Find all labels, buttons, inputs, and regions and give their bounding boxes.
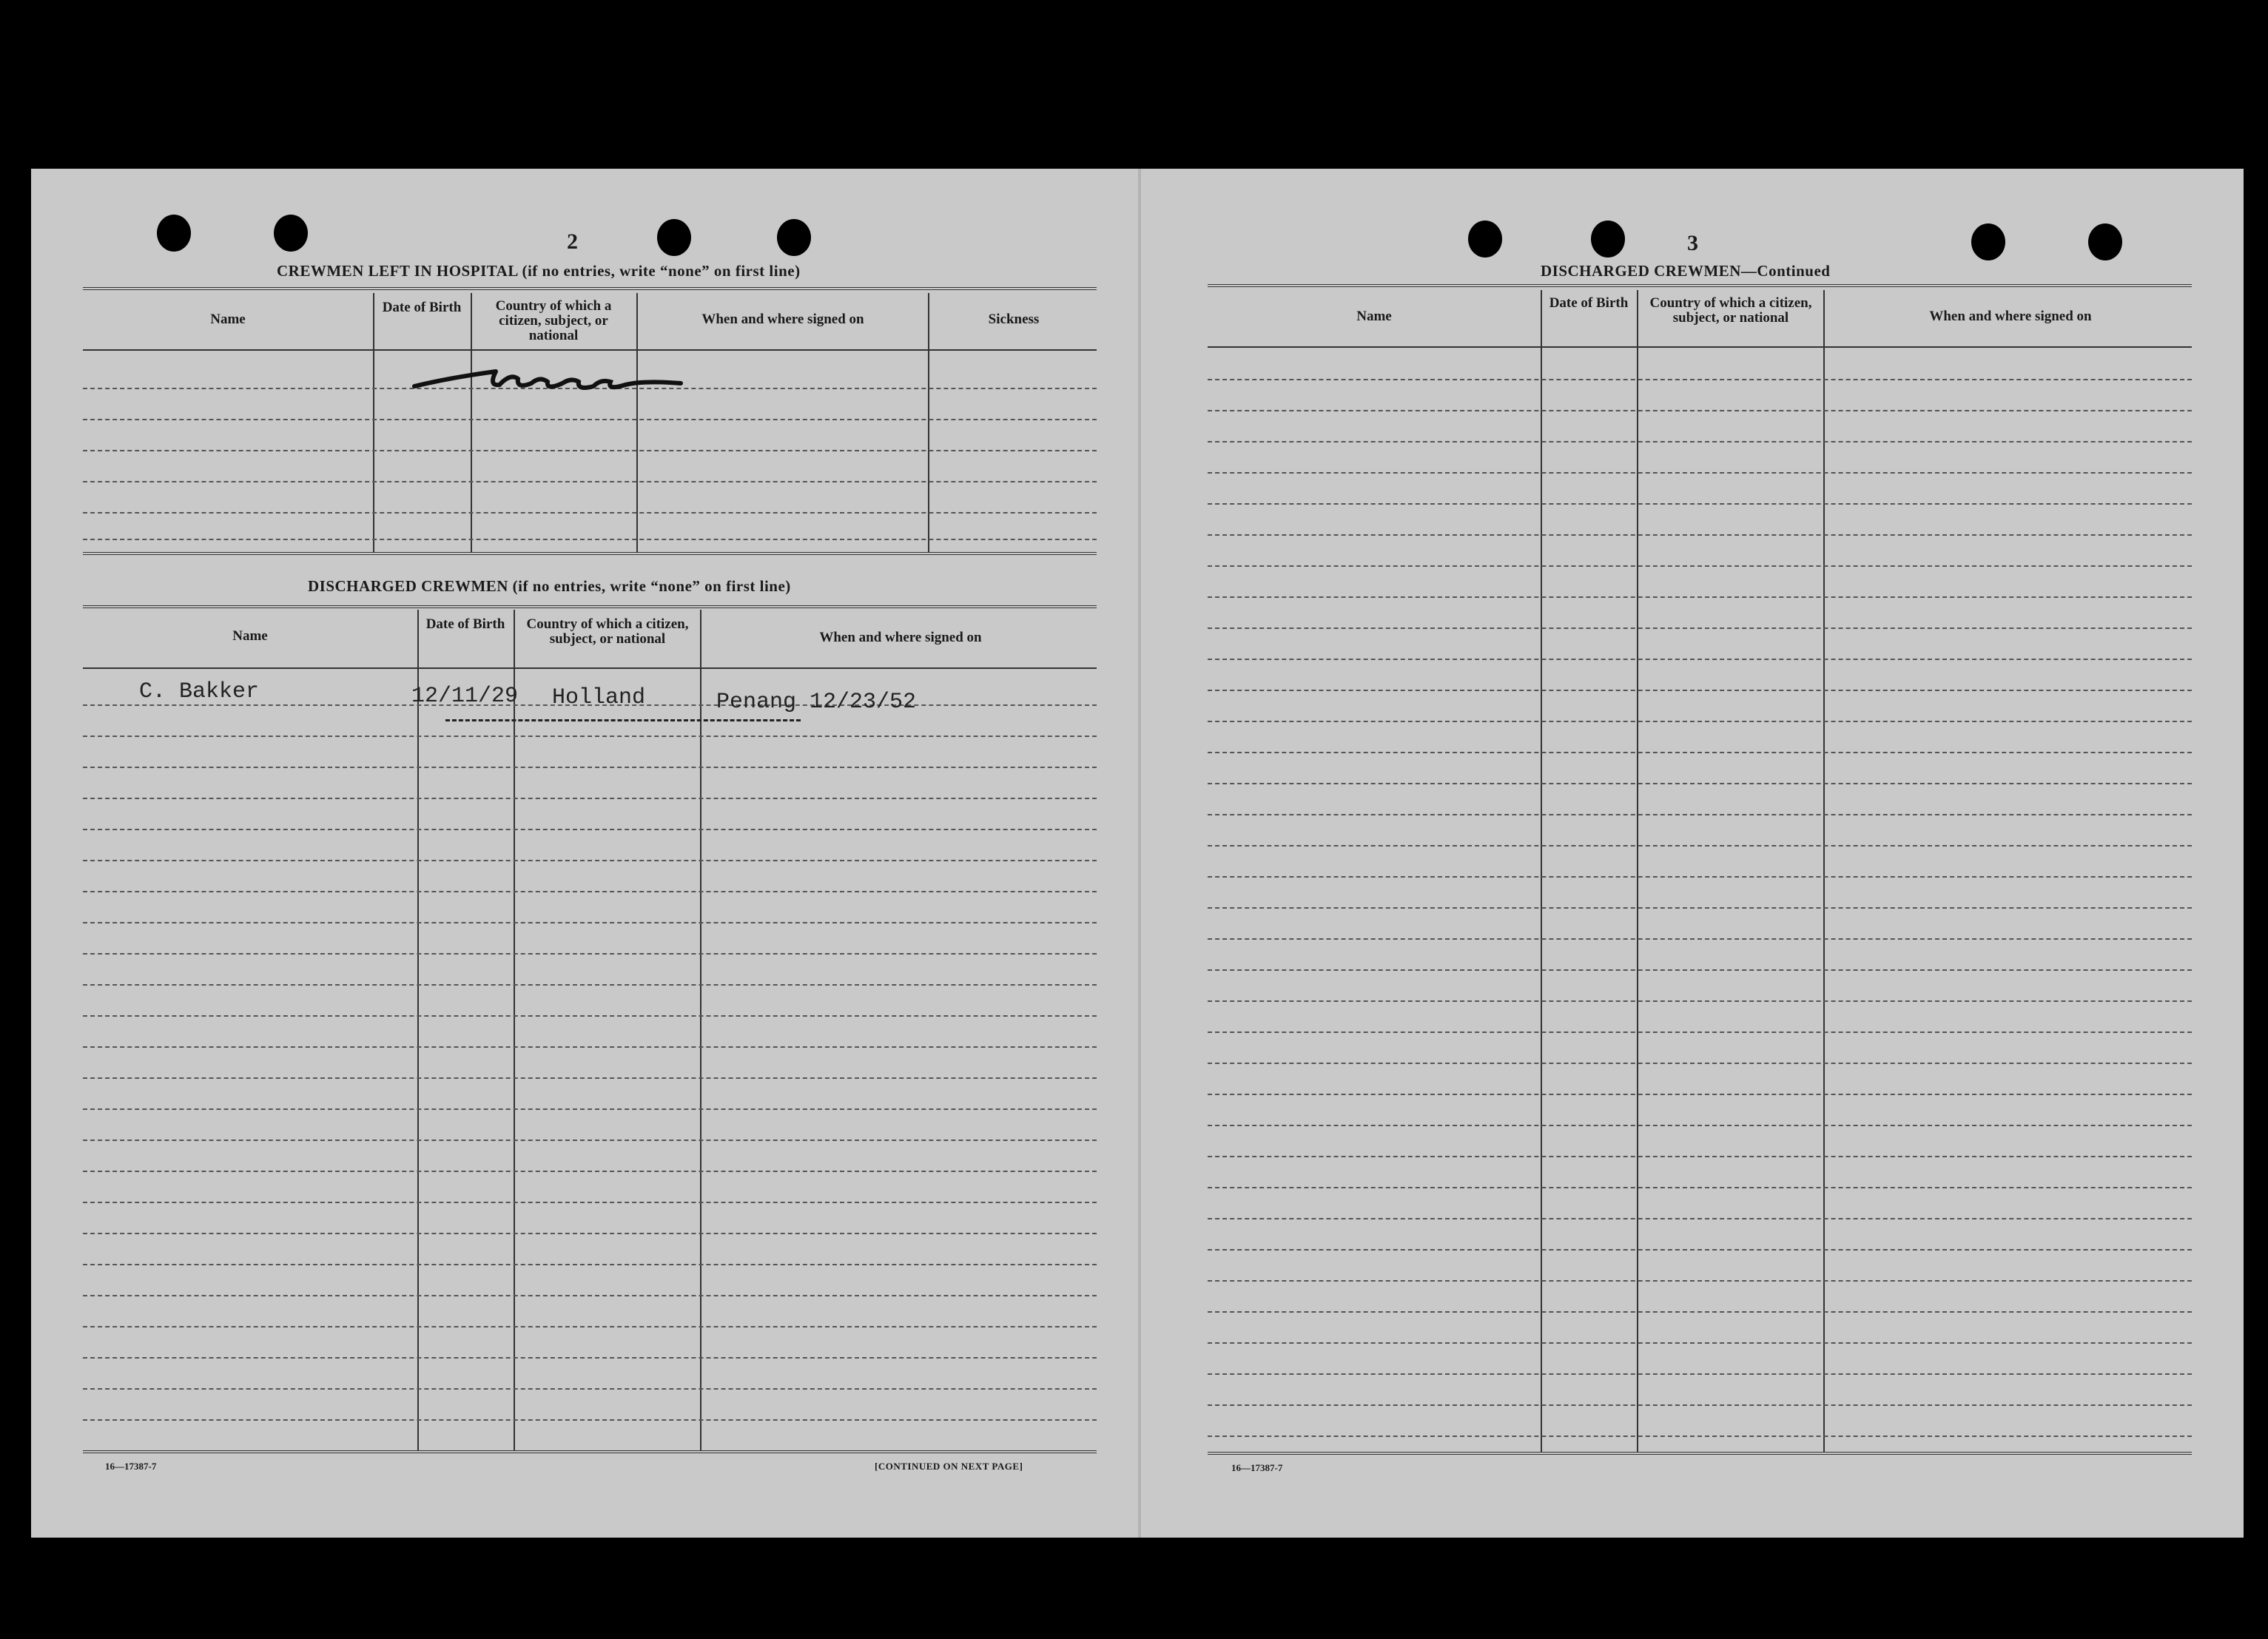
row-line [1208,1125,2192,1126]
row-line [1208,503,2192,505]
row-line [83,736,1097,737]
row-line [83,1326,1097,1327]
row-line [83,450,1097,451]
row-line [1208,379,2192,380]
table-header-rule [1208,346,2192,348]
row-line [1208,534,2192,536]
row-line [1208,596,2192,598]
row-line [83,1233,1097,1234]
row-line [1208,1373,2192,1375]
col-header-sickness: Sickness [988,312,1040,327]
row-line [83,891,1097,892]
row-line [1208,1031,2192,1033]
row-line [83,1015,1097,1017]
row-line [1208,1404,2192,1406]
col-header-dob: Date of Birth [1549,295,1629,311]
row-line [1208,1311,2192,1313]
row-line [83,953,1097,955]
col-header-dob: Date of Birth [425,616,505,632]
punch-hole [2088,223,2122,260]
row-line [1208,1436,2192,1437]
punch-hole [657,219,691,256]
entry-dob: 12/11/29 [411,684,519,709]
col-header-country: Country of which a citizen, subject, or national [1649,295,1812,326]
form-number: 16—17387-7 [1231,1462,1283,1473]
col-header-country: Country of which a citizen, subject, or national [495,298,612,343]
column-divider [1637,290,1638,1452]
page-number: 2 [567,229,578,254]
col-header-name: Name [210,312,246,327]
page-number: 3 [1687,231,1698,255]
discharged-continued-title: DISCHARGED CREWMEN—Continued [1541,262,1831,280]
row-line [83,1108,1097,1110]
row-line [1208,752,2192,753]
row-line [1208,627,2192,629]
ditto-dash-line [445,719,801,721]
column-divider [1823,290,1825,1452]
table-top-rule [83,287,1097,290]
table-bottom-rule [83,1450,1097,1453]
table-top-rule [1208,284,2192,287]
row-line [1208,441,2192,442]
row-line [83,1295,1097,1296]
col-header-name: Name [232,628,268,644]
entry-signed: Penang 12/23/52 [716,690,917,715]
col-header-signed: When and where signed on [701,312,864,327]
row-line [83,860,1097,861]
row-line [83,1202,1097,1203]
row-line [1208,1218,2192,1219]
page-fold [1138,169,1141,1538]
punch-hole [777,219,811,256]
row-line [83,767,1097,768]
row-line [83,539,1097,540]
table-bottom-rule [1208,1452,2192,1455]
punch-hole [157,215,191,252]
row-line [83,1171,1097,1172]
handwritten-none [407,357,688,408]
row-line [83,1264,1097,1265]
table-header-rule [83,667,1097,669]
row-line [83,419,1097,420]
punch-hole [274,215,308,252]
column-divider [1541,290,1542,1452]
col-header-signed: When and where signed on [819,630,982,645]
entry-country: Holland [552,685,646,710]
row-line [1208,907,2192,909]
table-header-rule [83,349,1097,351]
row-line [83,922,1097,923]
col-header-dob: Date of Birth [382,300,462,315]
row-line [1208,1342,2192,1344]
col-header-name: Name [1356,309,1392,324]
table-top-rule [83,605,1097,608]
row-line [1208,472,2192,474]
row-line [83,481,1097,482]
col-header-signed: When and where signed on [1929,309,2092,324]
row-line [1208,1249,2192,1251]
form-number: 16—17387-7 [105,1461,157,1472]
row-line [1208,659,2192,660]
row-line [83,1140,1097,1141]
row-line [83,1357,1097,1359]
row-line [1208,969,2192,971]
discharged-section-title: DISCHARGED CREWMEN (if no entries, write “none” on first line) [308,577,791,595]
entry-name: C. Bakker [139,679,260,704]
row-line [1208,1063,2192,1064]
row-line [1208,814,2192,815]
row-line [1208,565,2192,567]
row-line [1208,876,2192,878]
row-line [1208,1280,2192,1282]
document-sheet [31,169,2244,1538]
row-line [1208,690,2192,691]
row-line [1208,1000,2192,1002]
punch-hole [1591,221,1625,258]
punch-hole [1971,223,2005,260]
continued-note: [CONTINUED ON NEXT PAGE] [875,1461,1023,1472]
hospital-section-title: CREWMEN LEFT IN HOSPITAL (if no entries, write “none” on first line) [277,262,801,280]
row-line [1208,1094,2192,1095]
punch-hole [1468,221,1502,258]
row-line [1208,721,2192,722]
row-line [83,798,1097,799]
row-line [83,512,1097,514]
row-line [83,984,1097,986]
row-line [83,1388,1097,1390]
row-line [1208,1156,2192,1157]
col-header-country: Country of which a citizen, subject, or national [526,616,689,647]
row-line [1208,845,2192,847]
row-line [1208,783,2192,784]
row-line [1208,938,2192,940]
row-line [83,1077,1097,1079]
handwritten-none-stroke [407,357,688,408]
table-bottom-rule [83,552,1097,555]
row-line [83,1419,1097,1421]
row-line [1208,410,2192,411]
row-line [1208,1187,2192,1188]
row-line [83,829,1097,830]
row-line [83,1046,1097,1048]
